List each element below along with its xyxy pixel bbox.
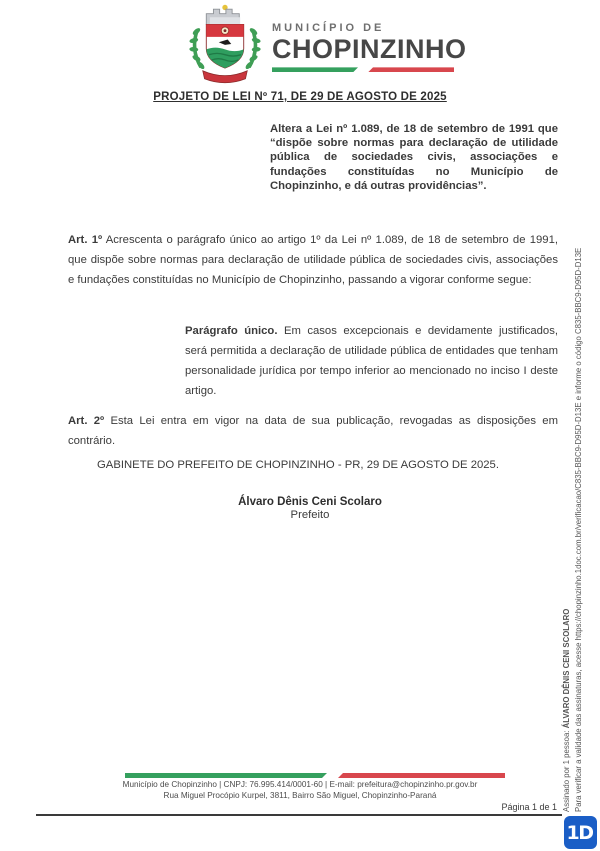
- onedoc-logo: [564, 816, 597, 849]
- article-2: [68, 411, 558, 451]
- signature-block: [0, 496, 600, 521]
- stripe-green: [272, 67, 358, 72]
- footer-address-line: Rua Miguel Procópio Kurpel, 3811, Bairro São Miguel, Chopinzinho-Paraná: [163, 791, 437, 800]
- article-1-text: Acrescenta o parágrafo único ao artigo 1º da Lei nº 1.089, de 18 de setembro de 1991, que dispõe sobre normas para declaração de utilidade pública de sociedades civis, associações e fundações constituídas no Município de Chopinzinho, passando a vigorar conforme segue:: [68, 234, 558, 286]
- signature-strip-line2: Para verificar a validade das assinaturas, acesse https://chopinzinho.1doc.com.br/verificacao/C835-BBC9-D95D-D13E e informe o código C835-BBC9-D95D-D13E: [573, 247, 583, 812]
- digital-signature-strip: [561, 237, 584, 812]
- onedoc-logo-glyph: 1D: [566, 821, 593, 844]
- paragrafo-unico-text: Em casos excepcionais e devidamente justificados, será permitida a declaração de utilidade pública de entidades que tenham personalidade jurídica por tempo inferior ao mencionado no inciso I deste artigo.: [185, 325, 559, 397]
- stripe-red: [368, 67, 454, 72]
- signature-strip-line1: Assinado por 1 pessoa: ÁLVARO DÊNIS CENI SCOLARO: [562, 608, 571, 812]
- org-name-large: CHOPINZINHO: [272, 34, 467, 64]
- article-1-label: Art. 1º: [68, 234, 103, 246]
- footer-stripe-green: [125, 773, 327, 778]
- gabinete-line: GABINETE DO PREFEITO DE CHOPINZINHO - PR, 29 DE AGOSTO DE 2025.: [97, 459, 499, 471]
- org-name-small: MUNICÍPIO DE: [272, 22, 385, 34]
- paragrafo-unico-label: Parágrafo único.: [185, 325, 278, 337]
- signer-name: Álvaro Dênis Ceni Scolaro: [238, 496, 382, 508]
- brand-stripes: [272, 67, 454, 72]
- signer-role: Prefeito: [290, 509, 330, 521]
- article-2-label: Art. 2º: [68, 415, 105, 427]
- footer-contact-line: Município de Chopinzinho | CNPJ: 76.995.414/0001-60 | E-mail: prefeitura@chopinzinho.pr.gov.br: [122, 780, 478, 789]
- article-1: [68, 230, 558, 290]
- footer-rule: [36, 814, 562, 816]
- municipal-coat-of-arms: [183, 3, 267, 85]
- footer-stripe-red: [338, 773, 505, 778]
- paragrafo-unico: [185, 321, 558, 401]
- signature-strip-signer: ÁLVARO DÊNIS CENI SCOLARO: [562, 608, 571, 729]
- footer-stripes: [125, 773, 505, 778]
- header-wordmark: [272, 22, 467, 72]
- epigraph: Altera a Lei nº 1.089, de 18 de setembro de 1991 que “dispõe sobre normas para declaração de utilidade pública de sociedades civis, associações e fundações constituídas no Município de Chopinzinho, e dá outras providências”.: [270, 123, 558, 192]
- article-2-text: Esta Lei entra em vigor na data de sua publicação, revogadas as disposições em contrário.: [68, 415, 558, 447]
- document-title: PROJETO DE LEI Nº 71, DE 29 DE AGOSTO DE 2025: [153, 91, 447, 103]
- page-number: Página 1 de 1: [501, 802, 557, 812]
